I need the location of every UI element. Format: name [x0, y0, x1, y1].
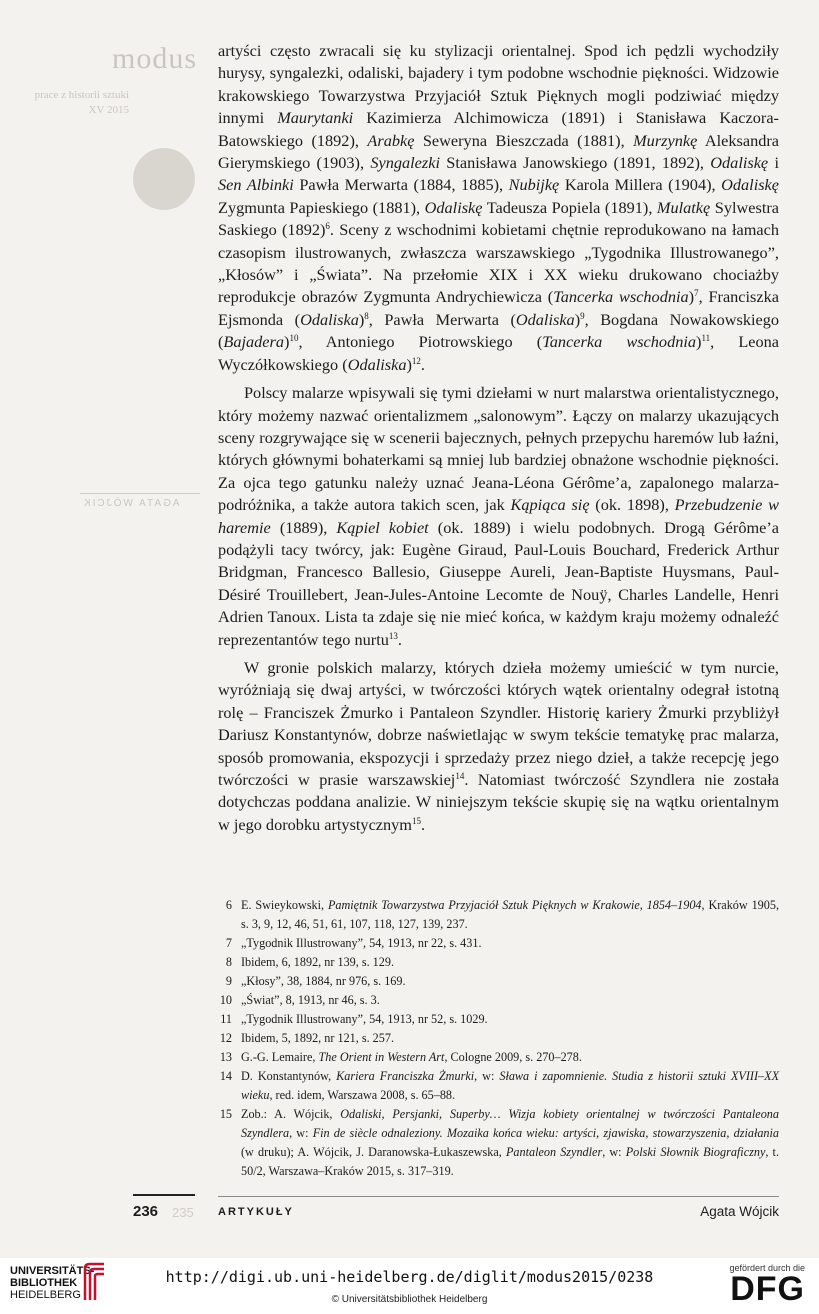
ghost-divider	[80, 493, 200, 494]
footer-rule-short	[133, 1194, 195, 1196]
text-run: )	[358, 309, 365, 329]
footnote-ref: 14	[455, 771, 465, 781]
italic-title: Murzynkę	[633, 130, 698, 150]
footnote-ref: 8	[364, 310, 369, 321]
text-run: . Sceny z wschodnimi kobietami chętnie reprodukowano na łamach czasopism ilustrowanych, zwłaszcza warszawskiego „Tygodnika Illustrowanego”, „Kłosów” i „Świata”. Na przełomie XIX i XX wieku drukowano chociażby reprodukcje obrazów Zygmunta Andrychiewicza (	[218, 220, 780, 307]
text-run: Aleksandra Gierymskiego (1903),	[218, 130, 780, 173]
italic-title: Syngalezki	[370, 153, 440, 173]
text-run: , Pawła Merwarta (	[368, 309, 516, 329]
footnote-number: 6	[225, 898, 232, 912]
footnote-number: 11	[220, 1012, 232, 1026]
italic-title: Odaliska	[515, 309, 575, 329]
copyright: © Universitätsbibliothek Heidelberg	[331, 1294, 488, 1305]
footnote-ref: 10	[289, 333, 299, 344]
text-run: „Kłosy”, 38, 1884, nr 976, s. 169.	[241, 974, 406, 988]
text-run: )	[696, 332, 702, 352]
text-run: (1889),	[270, 517, 337, 537]
italic-title: Polski Słownik Biograficzny	[625, 1145, 766, 1159]
italic-title: Nubijkę	[508, 175, 560, 195]
text-run: )	[574, 309, 581, 329]
italic-title: Bajadera	[223, 332, 285, 352]
library-name-line: HEIDELBERG	[10, 1289, 81, 1301]
text-run: „Tygodnik Illustrowany”, 54, 1913, nr 52, s. 1029.	[241, 1012, 488, 1026]
text-run: Pawła Merwarta (1884, 1885),	[293, 175, 509, 195]
text-run: .	[420, 354, 425, 374]
footnote	[218, 1010, 779, 1029]
footnote	[218, 934, 779, 953]
footnote-number: 7	[225, 936, 232, 950]
italic-title: Przebudzenie w haremie	[218, 495, 779, 537]
footnote	[218, 1029, 779, 1048]
footnote-number: 14	[219, 1069, 232, 1083]
italic-title: Tancerka wschodnia	[542, 332, 697, 352]
footnote	[218, 1105, 779, 1181]
text-run: Karola Millera (1904),	[559, 175, 722, 195]
text-run: , w:	[602, 1145, 626, 1159]
footnote-ref: 7	[694, 288, 699, 299]
library-name-line: UNIVERSITÄTS-	[10, 1265, 95, 1277]
ghost-subtitle	[9, 88, 129, 118]
dfg-logo: DFG	[730, 1270, 805, 1308]
footnote-number: 12	[219, 1031, 232, 1045]
ghost-logo-circle	[133, 148, 195, 210]
italic-title: Kąpiel kobiet	[336, 517, 429, 537]
ghost-page-number: 235	[172, 1205, 194, 1220]
italic-title: Sława i zapomnienie. Studia z historii sztuki XVIII–XX wieku	[241, 1069, 780, 1102]
footnote-number: 8	[225, 955, 232, 969]
italic-title: Odaliskę	[721, 175, 779, 195]
text-run: Seweryna Bieszczada (1881),	[414, 130, 634, 150]
text-run: D. Konstantynów,	[241, 1069, 337, 1083]
archive-strip	[0, 1258, 819, 1314]
text-run: )	[406, 354, 412, 374]
text-run: , w:	[474, 1069, 500, 1083]
footnote-ref: 15	[411, 815, 421, 826]
italic-title: Maurytanki	[277, 108, 354, 128]
text-run: , w:	[289, 1126, 313, 1140]
text-run: .	[397, 629, 402, 649]
footnote-number: 15	[219, 1107, 232, 1121]
footnote-ref: 12	[411, 355, 421, 366]
paragraph	[218, 657, 779, 836]
text-run: )	[688, 287, 695, 307]
footer-rule	[218, 1196, 779, 1197]
footnote	[218, 1067, 779, 1105]
italic-title: Odaliska	[300, 309, 359, 329]
italic-title: Pantaleon Szyndler	[505, 1145, 603, 1159]
italic-title: Mulatkę	[656, 197, 711, 217]
text-run: W gronie polskich malarzy, których dzieła możemy umieścić w tym nurcie, wyróżniają się dwaj artyści, w twórczości których wątek orientalny odegrał istotną rolę – Franciszek Żmurko i Pantaleon Szyndler. Historię kariery Żmurki przybliżył Dariusz Konstantynów, dobrze naświetlając w swym tekście tematykę prac malarza, sposób promowania, ekspozycji i sprzedaży przez niego dzieł, a także recepcję jego twórczości w prasie warszawskiej	[218, 657, 779, 789]
italic-title: Fin de siècle odnaleziony. Mozaika końca wieku: artyści, zjawiska, stowarzyszenia, działania	[312, 1126, 779, 1140]
section-label: ARTYKUŁY	[218, 1206, 294, 1218]
ghost-subtitle-line: prace z historii sztuki	[34, 89, 129, 101]
footnote	[218, 953, 779, 972]
text-run: , t. 50/2, Warszawa–Kraków 2015, s. 317–319.	[241, 1145, 779, 1178]
ghost-author: AGATA WÓJCIK	[82, 498, 180, 509]
text-run: )	[284, 332, 290, 352]
footnote-number: 13	[219, 1050, 232, 1064]
footnote-ref: 13	[388, 630, 398, 641]
footnote-number: 10	[219, 993, 232, 1007]
paragraph	[218, 382, 779, 651]
italic-title: Odaliska	[347, 354, 407, 374]
text-run: Ibidem, 5, 1892, nr 121, s. 257.	[241, 1031, 395, 1045]
italic-title: Arabkę	[367, 130, 415, 150]
text-run: (ok. 1889) i wielu podobnych. Drogą Gérôme’a podążyli tacy twórcy, jak: Eugène Giraud, Paul-Louis Bouchard, Frederick Arthur Bridgman, Francesco Ballesio, Giuseppe Aureli, Jean-Baptiste Huysmans, Paul-Désiré Trouillebert, Jean-Jules-Antoine Lecomte de Nouÿ, Charles Landelle, Henri Adrien Tanoux. Lista ta zdaje się nie mieć końca, w każdym kraju możemy odnaleźć reprezentantów tego nurtu	[218, 517, 780, 649]
text-run: , Antoniego Piotrowskiego (	[298, 332, 543, 352]
text-run: Zygmunta Papieskiego (1881),	[218, 197, 425, 217]
library-name-line: BIBLIOTHEK	[10, 1277, 78, 1289]
text-run: G.-G. Lemaire,	[241, 1050, 319, 1064]
text-run: „Tygodnik Illustrowany”, 54, 1913, nr 22, s. 431.	[241, 936, 482, 950]
footnote	[218, 896, 779, 934]
footnote	[218, 991, 779, 1010]
text-run: . Natomiast twórczość Szyndlera nie została dotychczas poddana analizie. W niniejszym tekście skupię się na wątku orientalnym w jego dorobku artystycznym	[218, 770, 779, 834]
italic-title: Sen Albinki	[218, 175, 294, 195]
running-author: Agata Wójcik	[700, 1204, 779, 1219]
footnote	[218, 1048, 779, 1067]
footnote	[218, 972, 779, 991]
footnote-number: 9	[225, 974, 232, 988]
paragraph	[218, 40, 779, 376]
text-run: Tadeusza Popiela (1891),	[482, 197, 657, 217]
italic-title: Tancerka wschodnia	[553, 287, 689, 307]
text-run: Kazimierza Alchimowicza (1891) i Stanisława Kaczora-Batowskiego (1892),	[218, 108, 779, 150]
text-run: .	[420, 814, 426, 834]
text-run: , Cologne 2009, s. 270–278.	[444, 1050, 582, 1064]
text-run: , Franciszka Ejsmonda (	[218, 287, 779, 329]
funder-note: gefördert durch die	[729, 1263, 805, 1273]
text-run: Stanisława Janowskiego (1891, 1892),	[439, 153, 711, 173]
footnotes	[218, 896, 779, 1181]
footnote-ref: 6	[325, 221, 330, 232]
text-run: E. Swieykowski,	[241, 898, 328, 912]
text-run: Ibidem, 6, 1892, nr 139, s. 129.	[241, 955, 395, 969]
permalink[interactable]: http://digi.ub.uni-heidelberg.de/diglit/modus2015/0238	[165, 1268, 654, 1286]
article-body	[218, 40, 779, 836]
text-run: Polscy malarze wpisywali się tymi dziełami w nurt malarstwa orientalistycznego, który możemy nazwać orientalizmem „salonowym”. Łączy on malarzy ukazujących sceny rozgrywające się w scenerii bajecznych, pełnych przepychu haremów lub łaźni, których głównymi bohaterkami są mniej lub bardziej obnażone wschodnie piękności. Za ojca tego gatunku należy uznać Jeana-Léona Gérôme’a, zapalonego malarza-podróżnika, a także autora takich scen, jak	[218, 383, 779, 515]
page-number: 236	[133, 1203, 159, 1220]
text-run: i	[768, 153, 779, 173]
text-run: Sylwestra Saskiego (1892)	[218, 197, 779, 240]
ghost-subtitle-line: XV 2015	[88, 104, 129, 116]
text-run: Zob.: A. Wójcik,	[241, 1107, 341, 1121]
text-run: , Kraków 1905, s. 3, 9, 12, 46, 51, 61, 107, 118, 127, 139, 237.	[241, 898, 779, 931]
italic-title: Kąpiąca się	[510, 495, 590, 515]
italic-title: The Orient in Western Art	[318, 1050, 445, 1064]
italic-title: Odaliskę	[424, 197, 483, 217]
ghost-journal-title: modus	[112, 42, 198, 75]
text-run: , Bogdana Nowakowskiego (	[218, 309, 780, 352]
footnote-ref: 11	[701, 333, 711, 344]
footnote-ref: 9	[580, 310, 585, 321]
text-run: artyści często zwracali się ku stylizacji orientalnej. Spod ich pędzli wychodziły hurysy, syngalezki, odaliski, bajadery i tym podobne wschodnie piękności. Widzowie krakowskiego Towarzystwa Przyjaciół Sztuk Pięknych mogli podziwiać między innymi	[218, 41, 779, 128]
text-run: , Leona Wyczółkowskiego (	[218, 332, 779, 374]
italic-title: Kariera Franciszka Żmurki	[336, 1069, 475, 1083]
text-run: (w druku); A. Wójcik, J. Daranowska-Łukaszewska,	[241, 1145, 506, 1159]
text-run: „Świat”, 8, 1913, nr 46, s. 3.	[241, 993, 380, 1007]
italic-title: Pamiętnik Towarzystwa Przyjaciół Sztuk Pięknych w Krakowie, 1854–1904	[327, 898, 702, 912]
text-run: , red. idem, Warszawa 2008, s. 65–88.	[269, 1088, 456, 1102]
italic-title: Odaliski, Persjanki, Superby… Wizja kobiety orientalnej w twórczości Pantaleona Szyndlera	[241, 1107, 779, 1140]
italic-title: Odaliskę	[710, 153, 769, 173]
text-run: (ok. 1898),	[589, 495, 675, 515]
